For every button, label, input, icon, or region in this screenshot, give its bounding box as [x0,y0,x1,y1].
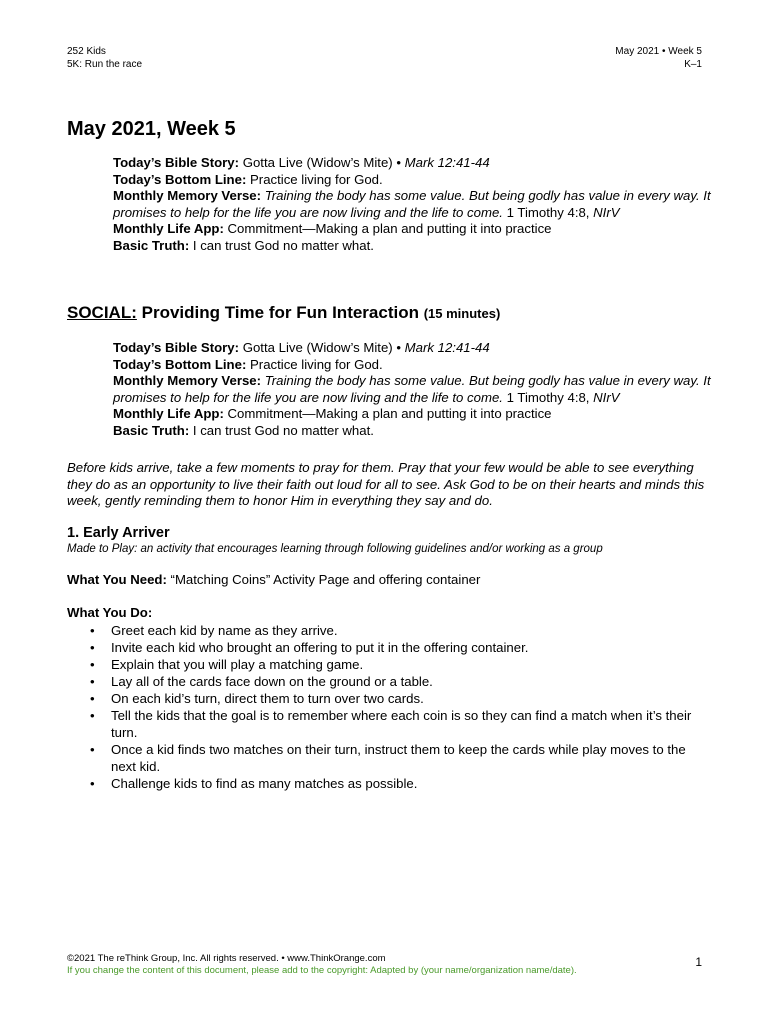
bible-story-line: Today’s Bible Story: Gotta Live (Widow’s Mite) • Mark 12:41-44 [113,340,490,355]
what-you-do-label: What You Do: [67,605,153,620]
list-item: • Greet each kid by name as they arrive. [67,622,707,639]
summary-block-top [113,155,713,254]
header-series: 5K: Run the race [67,59,143,70]
header-grade: K–1 [684,59,702,70]
memory-verse: Monthly Memory Verse: Training the body has some value. But being godly has value in every way. It promises to help for the life you are now living and the life to come. 1 Timothy 4:8, NIrV [113,188,711,220]
list-item: • Once a kid finds two matches on their turn, instruct them to keep the cards while play moves to the next kid. [67,741,707,775]
life-app: Monthly Life App: Commitment—Making a plan and putting it into practice [113,406,552,421]
list-item: • On each kid’s turn, direct them to turn over two cards. [67,690,707,707]
summary-block-section [113,340,713,439]
activity-description: Made to Play: an activity that encourages learning through following guidelines and/or working as a group [67,543,603,555]
header-right [615,45,702,71]
page-title: May 2021, Week 5 [67,118,236,140]
list-item: • Challenge kids to find as many matches as possible. [67,775,707,792]
what-you-need: What You Need: “Matching Coins” Activity Page and offering container [67,572,481,587]
list-item: • Tell the kids that the goal is to remember where each coin is so they can find a match when it’s their turn. [67,707,707,741]
copyright: ©2021 The reThink Group, Inc. All rights reserved. • www.ThinkOrange.com [67,953,386,964]
intro-paragraph: Before kids arrive, take a few moments to pray for them. Pray that your few would be able to see everything they do as an opportunity to live their faith out loud for all to see. Ask God to be on their hearts and minds this week, gently reminding them to honor Him in everything they say and do. [67,460,705,508]
memory-verse: Monthly Memory Verse: Training the body has some value. But being godly has value in every way. It promises to help for the life you are now living and the life to come. 1 Timothy 4:8, NIrV [113,373,711,405]
header-program: 252 Kids [67,46,106,57]
header-date: May 2021 • Week 5 [615,46,702,57]
basic-truth: Basic Truth: I can trust God no matter what. [113,237,374,253]
list-item: • Invite each kid who brought an offering to put it in the offering container. [67,639,707,656]
page-number: 1 [695,955,702,969]
activity-heading: 1. Early Arriver [67,525,170,541]
bottom-line: Today’s Bottom Line: Practice living for God. [113,356,383,372]
steps-list [67,622,707,792]
bible-story-line: Today’s Bible Story: Gotta Live (Widow’s Mite) • Mark 12:41-44 [113,155,490,170]
life-app: Monthly Life App: Commitment—Making a plan and putting it into practice [113,221,552,236]
list-item: • Lay all of the cards face down on the ground or a table. [67,673,707,690]
section-heading: SOCIAL: Providing Time for Fun Interaction (15 minutes) [67,303,501,322]
footer [67,953,577,977]
list-item: • Explain that you will play a matching game. [67,656,707,673]
basic-truth: Basic Truth: I can trust God no matter what. [113,422,374,438]
bottom-line: Today’s Bottom Line: Practice living for God. [113,171,383,187]
header-left [67,45,142,71]
adaptation-note: If you change the content of this document, please add to the copyright: Adapted by (your name/organization name/date). [67,965,577,976]
